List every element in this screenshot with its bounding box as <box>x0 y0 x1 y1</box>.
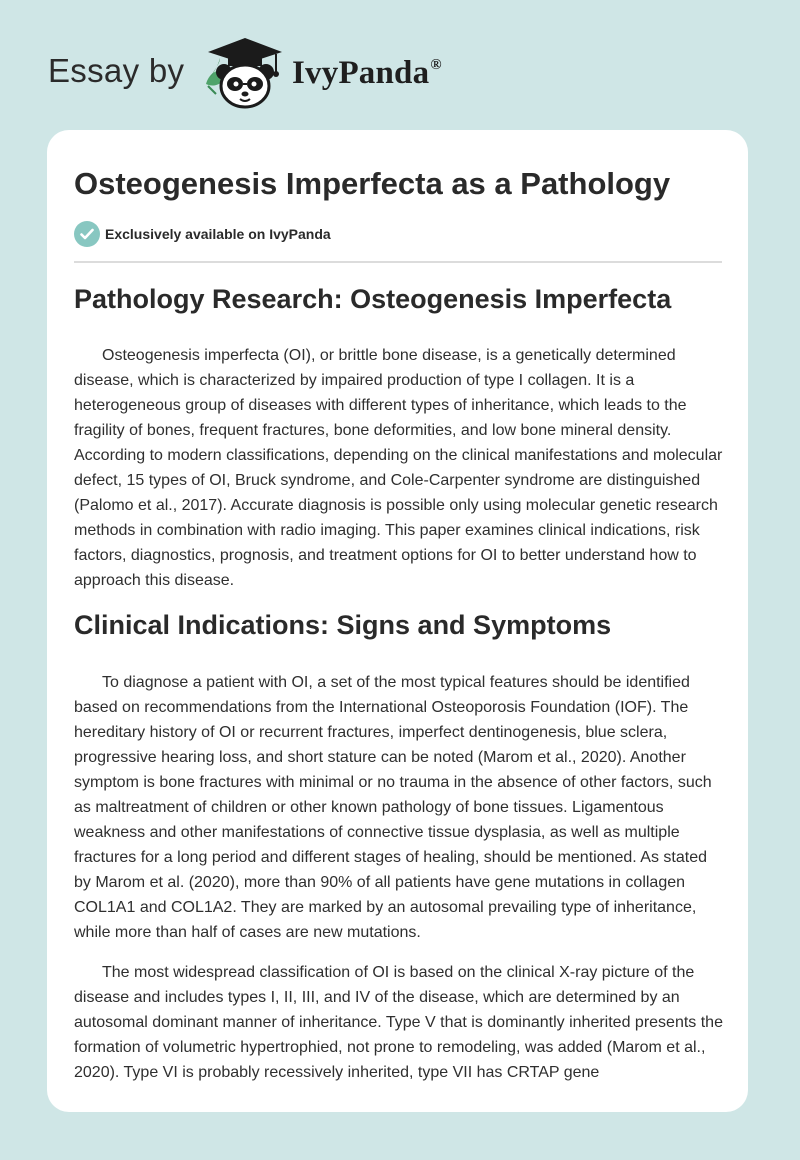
panda-logo-icon[interactable] <box>200 34 290 110</box>
site-header <box>0 0 800 130</box>
exclusive-badge <box>74 221 331 247</box>
badge-label: Exclusively available on IvyPanda <box>105 226 331 242</box>
brand-name[interactable] <box>292 55 442 92</box>
brand-text: IvyPanda <box>292 55 430 91</box>
title-divider <box>74 261 722 263</box>
paragraph: To diagnose a patient with OI, a set of the most typical features should be identified based on recommendations from the International Osteoporosis Foundation (IOF). The hereditary history of OI or recurrent fractures, imperfect dentinogenesis, blue sclera, progressive hearing loss, and short stature can be noted (Marom et al., 2020). Another symptom is bone fractures with minimal or no trauma in the absence of other factors, such as maltreatment of children or other known pathology of bone tissues. Ligamentous weakness and other manifestations of connective tissue dysplasia, as well as multiple fractures for a long period and different stages of healing, should be mentioned. As stated by Marom et al. (2020), more than 90% of all patients have gene mutations in collagen COL1A1 and COL1A2. They are marked by an autosomal prevailing type of inheritance, while more than half of cases are new mutations. <box>74 674 712 941</box>
paragraph: Osteogenesis imperfecta (OI), or brittle bone disease, is a genetically determined disease, which is characterized by impaired production of type I collagen. It is a heterogeneous group of diseases with different types of inheritance, which leads to the fragility of bones, frequent fractures, bone deformities, and low bone mineral density. According to modern classifications, depending on the clinical manifestations and molecular defect, 15 types of OI, Bruck syndrome, and Cole-Carpenter syndrome are distinguished (Palomo et al., 2017). Accurate diagnosis is possible only using molecular genetic research methods in combination with radio imaging. This paper examines clinical indications, risk factors, diagnostics, prognosis, and treatment options for OI to better understand how to approach this disease. <box>74 347 723 589</box>
registered-mark: ® <box>430 57 442 73</box>
paragraph: The most widespread classification of OI is based on the clinical X-ray picture of the disease and includes types I, II, III, and IV of the disease, which are determined by an autosomal dominant manner of inheritance. Type V that is dominantly inherited presents the formation of volumetric hypertrophied, not prone to remodeling, was added (Marom et al., 2020). Type VI is probably recessively inherited, type VII has CRTAP gene <box>74 964 723 1081</box>
section-heading: Clinical Indications: Signs and Symptoms <box>74 610 612 640</box>
essay-by-label: Essay by <box>48 52 185 89</box>
essay-card <box>47 130 748 1112</box>
checkmark-icon <box>74 221 100 247</box>
essay-title: Osteogenesis Imperfecta as a Pathology <box>74 166 671 201</box>
section-heading: Pathology Research: Osteogenesis Imperfecta <box>74 284 672 314</box>
